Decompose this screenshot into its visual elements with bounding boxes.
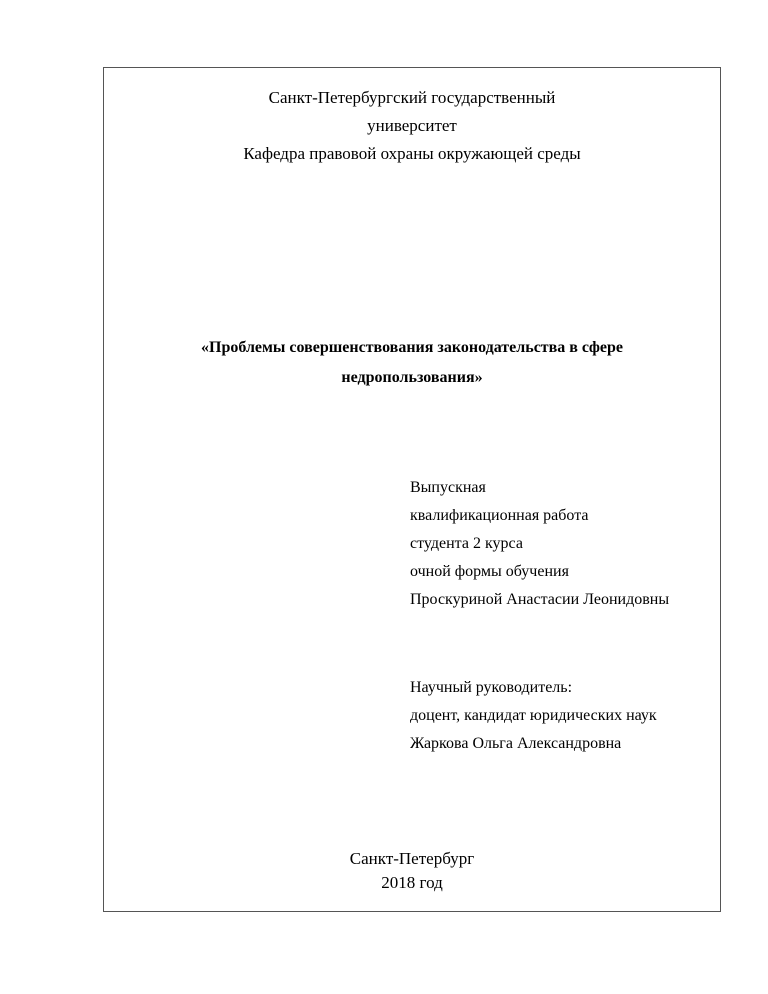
student-course: студента 2 курса: [410, 535, 523, 552]
university-name-line-2: университет: [367, 116, 457, 135]
thesis-title-line-1: «Проблемы совершенствования законодательства в сфере: [201, 339, 623, 356]
department-name: Кафедра правовой охраны окружающей среды: [243, 144, 581, 163]
work-type-line-2: квалификационная работа: [410, 507, 589, 524]
work-info-block: [410, 474, 669, 614]
footer-city: Санкт-Петербург: [349, 849, 475, 868]
supervisor-title: доцент, кандидат юридических наук: [410, 707, 657, 724]
work-type-line-1: Выпускная: [410, 479, 486, 496]
supervisor-name: Жаркова Ольга Александровна: [410, 735, 622, 752]
study-form: очной формы обучения: [410, 563, 569, 580]
university-header: [103, 84, 721, 168]
student-name: Проскуриной Анастасии Леонидовны: [410, 591, 670, 608]
supervisor-label: Научный руководитель:: [410, 679, 573, 696]
footer-year: 2018 год: [381, 873, 443, 892]
supervisor-block: [410, 674, 657, 758]
thesis-title: [103, 333, 721, 393]
thesis-title-line-2: недропользования»: [341, 369, 483, 386]
university-name-line-1: Санкт-Петербургский государственный: [268, 88, 556, 107]
footer-block: [103, 847, 721, 895]
